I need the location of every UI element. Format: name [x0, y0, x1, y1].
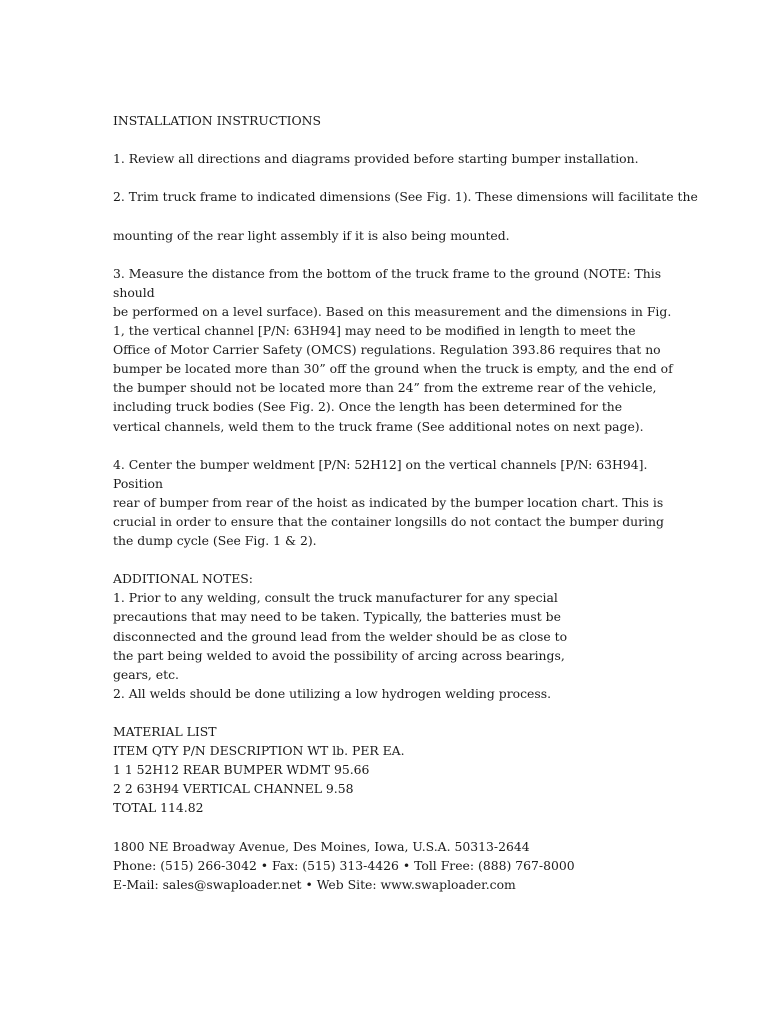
spacer	[113, 245, 713, 264]
note-line: the part being welded to avoid the possibility of arcing across bearings,	[113, 647, 565, 663]
step-4-line: 4. Center the bumper weldment [P/N: 52H12] on the vertical channels [P/N: 63H94].	[113, 456, 648, 472]
additional-notes	[113, 588, 713, 703]
contact-phone: Phone: (515) 266-3042 • Fax: (515) 313-4426 • Toll Free: (888) 767-8000	[113, 857, 575, 873]
step-3	[113, 264, 713, 436]
material-list-heading: MATERIAL LIST	[113, 724, 217, 739]
contact-email-web: E-Mail: sales@swaploader.net • Web Site: www.swaploader.com	[113, 876, 516, 892]
material-list-row: 2 2 63H94 VERTICAL CHANNEL 9.58	[113, 781, 354, 797]
step-2-line-2: mounting of the rear light assembly if it is also being mounted.	[113, 227, 510, 243]
note-line: gears, etc.	[113, 666, 180, 682]
step-3-line: bumper be located more than 30” off the ground when the truck is empty, and the end of	[113, 361, 673, 377]
note-line: disconnected and the ground lead from the welder should be as close to	[113, 628, 568, 644]
spacer	[113, 168, 713, 187]
document-title: INSTALLATION INSTRUCTIONS	[113, 113, 321, 128]
step-2-line-1: 2. Trim truck frame to indicated dimensions (See Fig. 1). These dimensions will facilitate the	[113, 189, 698, 205]
step-3-line: be performed on a level surface). Based on this measurement and the dimensions in Fig.	[113, 303, 672, 319]
material-list-total: TOTAL 114.82	[113, 800, 204, 816]
spacer	[113, 436, 713, 455]
step-4-line: rear of bumper from rear of the hoist as indicated by the bumper location chart. This is	[113, 494, 664, 510]
contact-address: 1800 NE Broadway Avenue, Des Moines, Iowa, U.S.A. 50313-2644	[113, 838, 530, 854]
step-1: 1. Review all directions and diagrams provided before starting bumper installation.	[113, 151, 639, 167]
step-3-line: 1, the vertical channel [P/N: 63H94] may need to be modified in length to meet the	[113, 323, 636, 339]
notes-heading: ADDITIONAL NOTES:	[113, 571, 253, 587]
document-page	[113, 111, 713, 894]
spacer	[113, 550, 713, 569]
note-line: 1. Prior to any welding, consult the truck manufacturer for any special	[113, 590, 558, 606]
spacer	[113, 206, 713, 225]
contact-info	[113, 837, 713, 894]
step-4	[113, 455, 713, 550]
material-list-row: 1 1 52H12 REAR BUMPER WDMT 95.66	[113, 762, 370, 778]
step-3-line: 3. Measure the distance from the bottom of the truck frame to the ground (NOTE: This	[113, 265, 662, 281]
note-line: precautions that may need to be taken. Typically, the batteries must be	[113, 609, 561, 625]
spacer	[113, 703, 713, 722]
material-list-header: ITEM QTY P/N DESCRIPTION WT lb. PER EA.	[113, 743, 405, 759]
step-3-line: including truck bodies (See Fig. 2). Once the length has been determined for the	[113, 399, 623, 415]
step-3-line: Office of Motor Carrier Safety (OMCS) regulations. Regulation 393.86 requires that no	[113, 342, 661, 358]
step-3-line: the bumper should not be located more than 24” from the extreme rear of the vehicle,	[113, 380, 657, 396]
spacer	[113, 130, 713, 149]
step-3-line: should	[113, 284, 155, 300]
step-4-line: crucial in order to ensure that the container longsills do not contact the bumper during	[113, 513, 664, 529]
spacer	[113, 817, 713, 836]
step-3-line: vertical channels, weld them to the truck frame (See additional notes on next page).	[113, 418, 644, 434]
material-list	[113, 741, 713, 817]
step-4-line: Position	[113, 475, 163, 491]
note-line: 2. All welds should be done utilizing a low hydrogen welding process.	[113, 685, 552, 701]
step-4-line: the dump cycle (See Fig. 1 & 2).	[113, 533, 317, 549]
